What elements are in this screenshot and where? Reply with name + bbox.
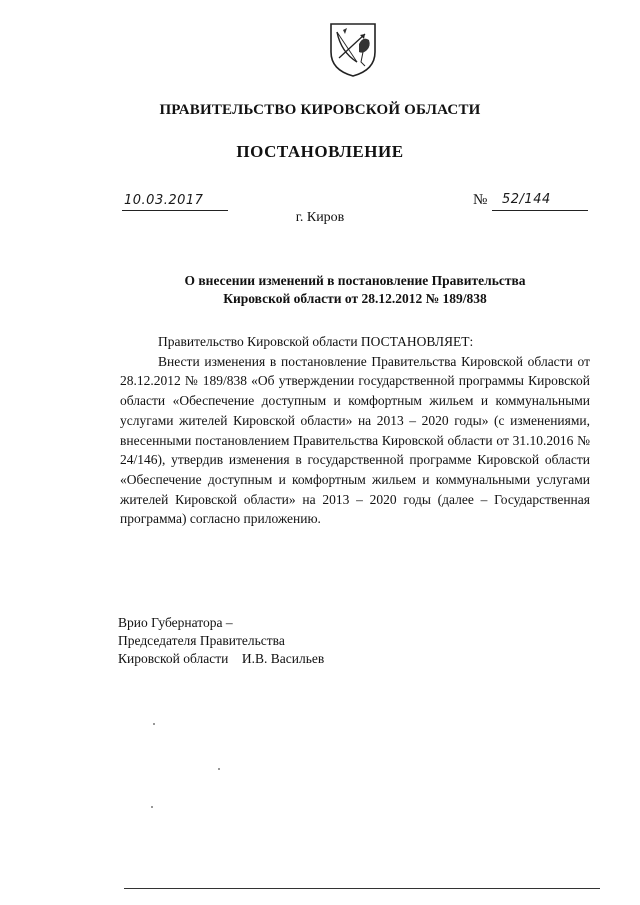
document-body [120,332,590,529]
scan-speck [153,723,155,725]
document-date: 10.03.2017 [124,193,204,208]
number-label: № [473,192,488,208]
date-field [122,192,228,211]
signature-line-1: Врио Губернатора – [118,615,233,630]
signature-line-3: Кировской области И.В. Васильев [118,651,325,666]
number-field [492,192,588,211]
subject-line-1: О внесении изменений в постановление Правительства [184,273,526,288]
footer-rule [124,888,600,889]
scan-speck [218,768,220,770]
document-subject [120,272,590,308]
city-label: г. Киров [295,210,345,225]
signature-block [118,614,324,668]
subject-line-2: Кировской области от 28.12.2012 № 189/838 [223,291,487,306]
government-title: ПРАВИТЕЛЬСТВО КИРОВСКОЙ ОБЛАСТИ [159,102,481,118]
scan-speck [151,806,153,808]
body-intro: Правительство Кировской области ПОСТАНОВЛЯЕТ: [158,334,474,349]
document-type-title: ПОСТАНОВЛЕНИЕ [236,142,404,161]
document-number: 52/144 [502,192,551,207]
kirov-oblast-coat-of-arms-icon [329,22,377,78]
body-main-paragraph: Внести изменения в постановление Правительства Кировской области от 28.12.2012 № 189/838 «Об утверждении государственной программы Кировской области «Обеспечение доступным и комфортным жильем и коммунальными услугами жителей Кировской области» на 2013 – 2020 годы» (с изменениями, внесенными постановлением Правительства Кировской области от 31.10.2016 № 24/146), утвердив изменения в государственной программе Кировской области «Обеспечение доступным и комфортным жильем и коммунальными услугами жителей Кировской области» на 2013 – 2020 годы (далее – Государственная программа) согласно приложению. [120,353,590,527]
signature-line-2: Председателя Правительства [118,633,285,648]
